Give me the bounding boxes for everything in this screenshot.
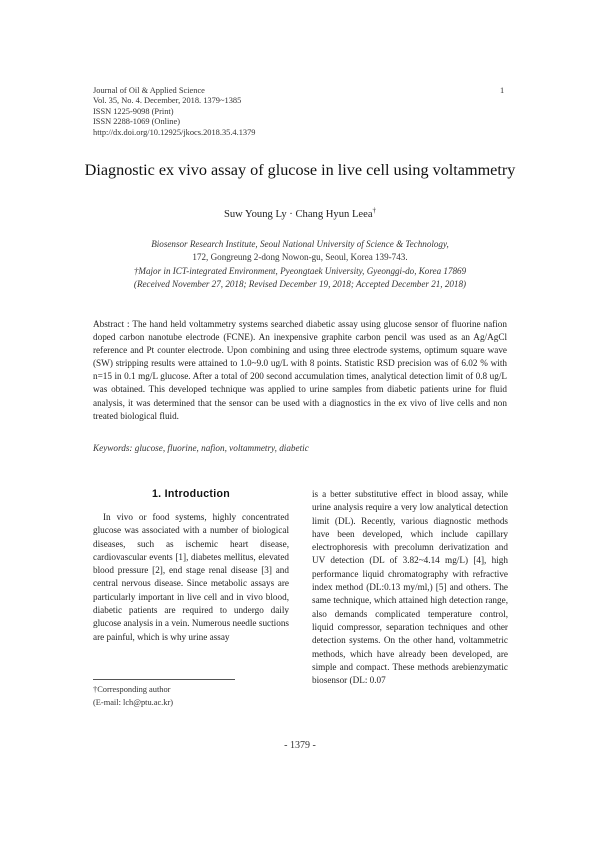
footnote-line-1: †Corresponding author <box>93 685 171 694</box>
affiliation-line-1: Biosensor Research Institute, Seoul National University of Science & Technology, <box>151 239 449 249</box>
affiliation-block <box>60 238 540 291</box>
intro-paragraph-left: In vivo or food systems, highly concentrated glucose was associated with a number of biological diseases, such as ischemic heart disease, cardiovascular events [1], diabetes mellitus, elevated blood pressure [2], end stage renal disease [3] and central nervous disease. Since metabolic assays are particularly important in live cell and in vivo blood, diabetic patients are required to undergo daily glucose analysis in a vein. Numerous needle suctions are painful, which is why urine assay <box>93 512 289 642</box>
footnote <box>93 684 173 709</box>
page-number-bottom: - 1379 - <box>284 740 316 751</box>
journal-name: Journal of Oil & Applied Science <box>93 86 205 95</box>
footnote-divider <box>93 679 235 680</box>
author-names: Suw Young Ly · Chang Hyun Leea <box>223 209 373 220</box>
journal-volume: Vol. 35, No. 4. December, 2018. 1379~1385 <box>93 96 242 106</box>
right-column <box>312 488 508 687</box>
abstract-label: Abstract <box>93 319 125 329</box>
abstract-text: : The hand held voltammetry systems searched diabetic assay using glucose sensor of fluorine nafion doped carbon nanotube electrode (FCNE). An inexpensive graphite carbon pencil was used as an Ag/AgCl reference and Pt counter electrode. Upon combining and using three electrode systems, optimum square wave (SW) stripping results were attained to 1.0~9.0 ug/L with 8 points. Statistic RSD precision was of 6.02 % with n=15 in 0.1 mg/L glucose. After a total of 200 second accumulation times, analytical detection limit of 0.8 ug/L was obtained. This developed technique was applied to urine samples from diabetic patients urine for fluid analysis, it was determined that the sensor can be used with a diagnostics in the ex vivo of live cells and non treated biological fluid. <box>93 319 507 421</box>
left-column <box>93 488 289 644</box>
section-heading: 1. Introduction <box>151 488 231 500</box>
received-dates: (Received November 27, 2018; Revised December 19, 2018; Accepted December 21, 2018) <box>133 278 467 289</box>
page-number-top: 1 <box>500 86 505 95</box>
keywords: Keywords: glucose, fluorine, nafion, voltammetry, diabetic <box>93 443 309 453</box>
paper-title: Diagnostic ex vivo assay of glucose in live cell using voltammetry <box>84 161 516 179</box>
intro-paragraph-right: is a better substitutive effect in blood assay, while urine analysis require a very low analytical detection limit (DL). Recently, various diagnostic methods have been developed, which include capillary electrophoresis with precolumn derivatization and UV detection (DL of 3.82~4.14 mg/L) [4], high performance liquid chromatography with refractive index method (DL:0.13 my/ml,) [5] and others. The same technique, which attained high detection range, also demands complicated temperature control, liquid compressor, separation techniques and other detection systems. On the other hand, voltammetric methods, which have already been developed, are simple and compact. These methods arebienzymatic biosensor (DL: 0.07 <box>312 489 508 686</box>
issn-online: ISSN 2288-1069 (Online) <box>93 117 181 127</box>
dagger-mark: † <box>372 206 377 215</box>
affiliation-line-2: 172, Gongreung 2-dong Nowon-gu, Seoul, Korea 139-743. <box>192 252 408 263</box>
journal-header <box>93 86 255 138</box>
footnote-email: (E-mail: lch@ptu.ac.kr) <box>93 697 174 707</box>
author-line <box>60 206 540 220</box>
doi-link[interactable]: http://dx.doi.org/10.12925/jkocs.2018.35.4.1379 <box>93 127 256 137</box>
affiliation-line-3: †Major in ICT-integrated Environment, Pyeongtaek University, Gyeonggi-do, Korea 17869 <box>133 265 467 276</box>
issn-print: ISSN 1225-9098 (Print) <box>93 106 174 116</box>
abstract <box>93 318 507 423</box>
